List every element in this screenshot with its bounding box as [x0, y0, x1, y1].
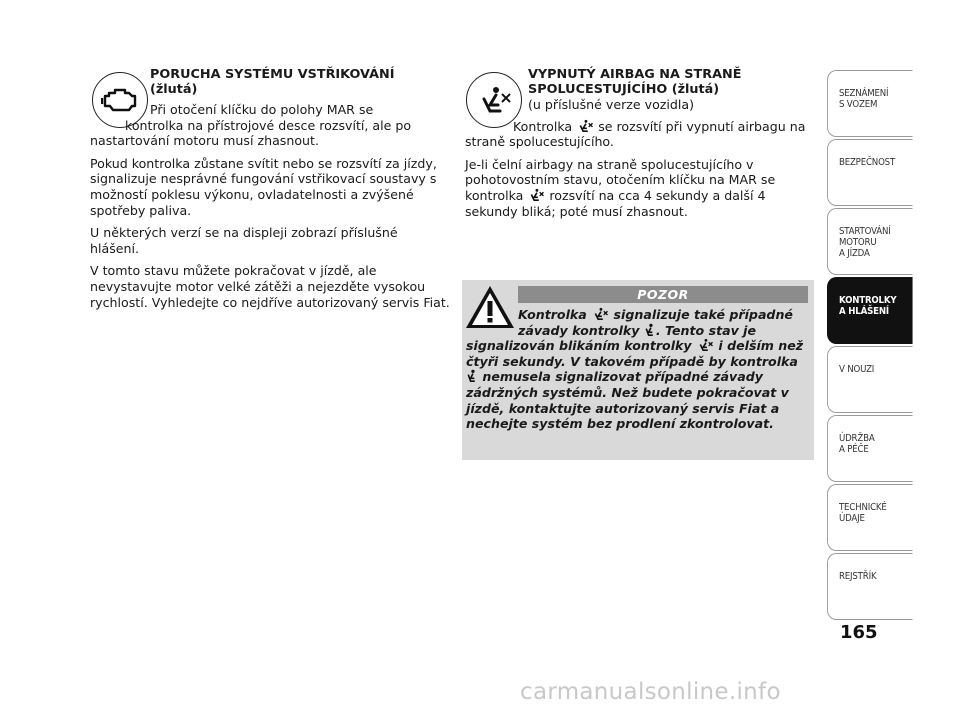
chapter-tab-label: SEZNÁMENÍ: [838, 88, 889, 99]
airbag-off-icon: [696, 338, 714, 352]
text-line: kontrolka na přístrojové desce rozsvítí, ale po: [125, 117, 412, 133]
chapter-tab-label: V NOUZI: [838, 364, 875, 375]
text-fragment: závady kontrolky: [518, 322, 640, 338]
heading-line: VYPNUTÝ AIRBAG NA STRANĚ: [528, 67, 742, 82]
watermark: carmanualsonline.info: [520, 679, 781, 705]
chapter-tab-label: ÚDRŽBA: [838, 433, 875, 444]
text-line: nastartování motoru musí zhasnout.: [90, 133, 319, 149]
text-line: Při otočení klíčku do polohy MAR se: [150, 102, 374, 117]
airbag-off-icon: [591, 307, 609, 321]
chapter-tab[interactable]: [827, 208, 913, 275]
engine-fault-paragraph-4: V tomto stavu můžete pokračovat v jízdě, ale nevystavujte motor velké zátěži a nejezděte vysokou rychlostí. Vyhledejte co nejdříve autorizovaný servis Fiat.: [90, 263, 450, 310]
chapter-tab[interactable]: [827, 346, 913, 413]
chapter-tab-label: TECHNICKÉ: [838, 502, 887, 513]
right-column: [465, 67, 815, 226]
heading-line: SPOLUCESTUJÍCÍHO (žlutá): [528, 82, 720, 97]
heading-line: PORUCHA SYSTÉMU VSTŘIKOVÁNÍ: [150, 67, 395, 82]
chapter-tab[interactable]: [827, 70, 913, 137]
text-fragment: signalizuje také případné: [613, 307, 793, 322]
heading-color: (žlutá): [150, 82, 198, 97]
chapter-tab-label: MOTORU: [838, 237, 877, 248]
text-fragment: Kontrolka: [513, 118, 573, 134]
airbag-fault-icon: [644, 323, 656, 337]
chapter-tab-label: KONTROLKY: [838, 295, 897, 306]
text-fragment: Kontrolka: [518, 307, 587, 322]
airbag-off-icon: [527, 188, 545, 202]
text-fragment: se rozsvítí při vypnutí airbagu na straně spolucestujícího.: [465, 118, 806, 150]
engine-fault-heading: [90, 67, 450, 97]
warning-text: [466, 307, 808, 432]
airbag-off-heading: [465, 67, 815, 97]
text-fragment: Je-li čelní airbagy na straně spolucestujícího v pohotovostním stavu, otočením klíčku na MAR se kontrolka: [465, 156, 776, 203]
text-fragment: i delším než čtyři sekundy. V takovém případě by kontrolka: [466, 338, 804, 369]
airbag-subheading: (u příslušné verze vozidla): [528, 97, 695, 112]
chapter-tab[interactable]: [827, 139, 913, 206]
chapter-tab-label: A JÍZDA: [838, 248, 870, 259]
chapter-tab-label: S VOZEM: [838, 99, 878, 110]
chapter-tab[interactable]: [827, 484, 913, 551]
airbag-paragraph-1: [465, 119, 815, 150]
chapter-tab-label: BEZPEČNOST: [838, 157, 896, 168]
chapter-tab-label: REJSTŘÍK: [838, 571, 877, 582]
text-fragment: signalizován blikáním kontrolky: [466, 338, 692, 354]
chapter-tab-label: STARTOVÁNÍ: [838, 226, 891, 237]
page-number: 165: [840, 622, 878, 643]
warning-box: [462, 280, 814, 460]
text-fragment: rozsvítí na cca 4 sekundy a další 4 sekundy bliká; poté musí zhasnout.: [465, 187, 766, 219]
warning-title-bar: POZOR: [518, 286, 808, 303]
airbag-paragraph-2: [465, 157, 815, 219]
text-fragment: . Tento stav je: [655, 322, 757, 338]
chapter-tab[interactable]: [827, 415, 913, 482]
chapter-tabs: [827, 70, 920, 622]
text-fragment: nemusela signalizovat případné závady zádržných systémů. Než budete pokračovat v jízdě, kontaktujte autorizovaný servis Fiat a nechejte systém bez prodlení zkontrolovat.: [466, 369, 789, 432]
airbag-off-icon: [576, 119, 594, 133]
engine-fault-paragraph-1: [90, 102, 450, 149]
chapter-tab-label: ÚDAJE: [838, 513, 865, 524]
left-column: [90, 67, 450, 317]
chapter-tab[interactable]: [827, 553, 913, 620]
engine-fault-paragraph-3: U některých verzí se na displeji zobrazí příslušné hlášení.: [90, 225, 398, 256]
chapter-tab-label: A PÉČE: [838, 444, 869, 455]
chapter-tab-label: A HLÁŠENÍ: [838, 306, 889, 317]
airbag-fault-icon: [466, 369, 478, 383]
engine-fault-paragraph-2: Pokud kontrolka zůstane svítit nebo se rozsvítí za jízdy, signalizuje nesprávné fungování vstřikovací soustavy s možností poklesu výkonu, ovladatelnosti a zvýšené spotřeby paliva.: [90, 155, 437, 218]
chapter-tab[interactable]: [827, 277, 913, 344]
